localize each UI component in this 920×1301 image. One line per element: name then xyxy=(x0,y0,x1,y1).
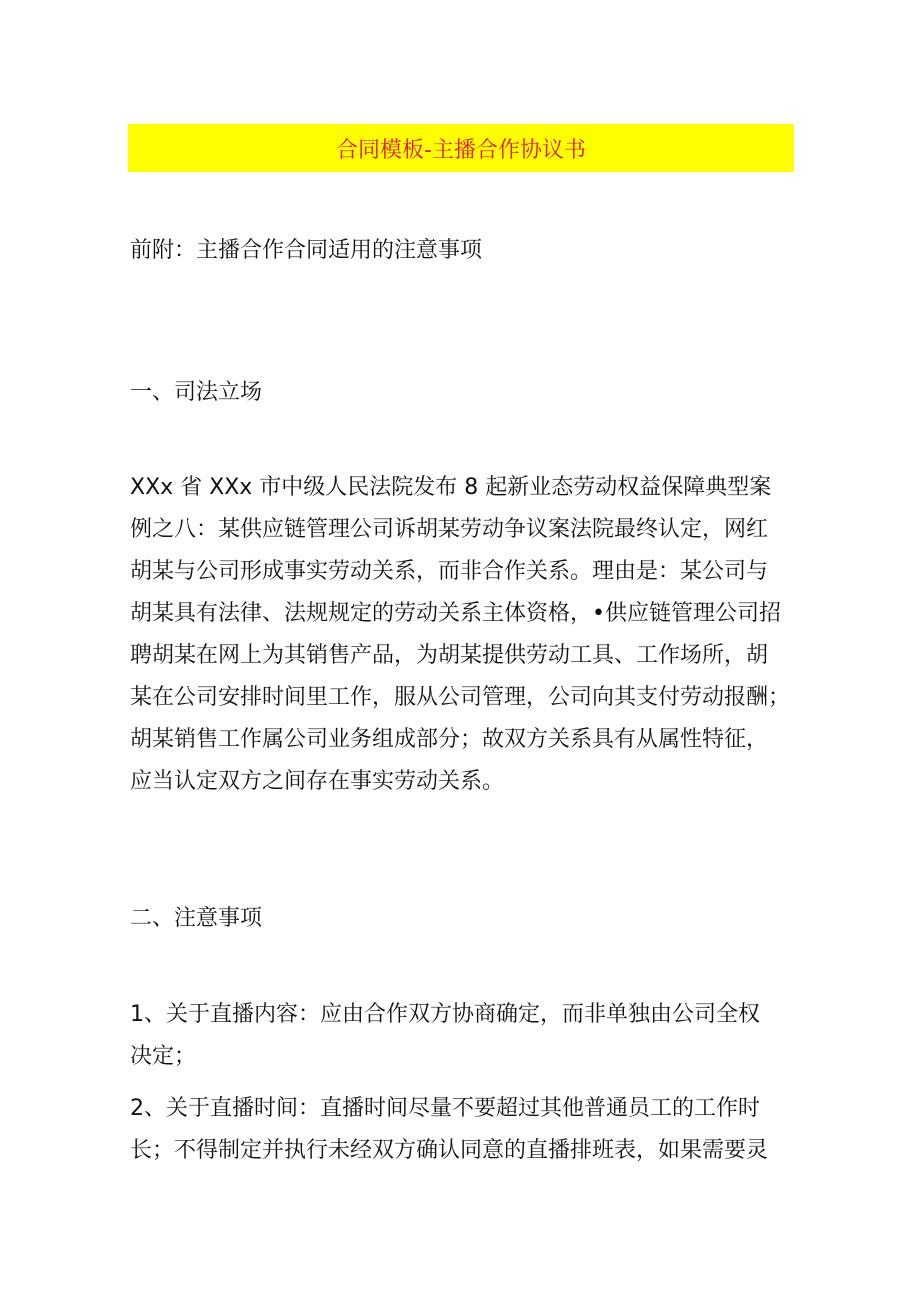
section1-line: 例之八：某供应链管理公司诉胡某劳动争议案法院最终认定，网红 xyxy=(130,517,769,542)
document-title: 合同模板-主播合作协议书 xyxy=(336,137,586,163)
title-banner xyxy=(128,124,794,172)
section1-line: 胡某销售工作属公司业务组成部分；故双方关系具有从属性特征， xyxy=(130,727,769,752)
item2-line: 2、关于直播时间：直播时间尽量不要超过其他普通员工的工作时 xyxy=(130,1096,760,1121)
item1-line: 决定； xyxy=(130,1044,197,1069)
section1-line: 聘胡某在网上为其销售产品，为胡某提供劳动工具、工作场所，胡 xyxy=(130,643,769,668)
section1-line: 胡某与公司形成事实劳动关系，而非合作关系。理由是：某公司与 xyxy=(130,559,769,584)
section1-line: 胡某具有法律、法规规定的劳动关系主体资格，•供应链管理公司招 xyxy=(130,601,781,626)
section1-line: XXx 省 XXx 市中级人民法院发布 8 起新业态劳动权益保障典型案 xyxy=(130,475,772,500)
section1-heading: 一、司法立场 xyxy=(130,380,263,405)
item2-line: 长；不得制定并执行未经双方确认同意的直播排班表，如果需要灵 xyxy=(130,1138,769,1163)
item1-line: 1、关于直播内容：应由合作双方协商确定，而非单独由公司全权 xyxy=(130,1002,760,1027)
section1-line: 某在公司安排时间里工作，服从公司管理，公司向其支付劳动报酬； xyxy=(130,685,791,710)
section2-heading: 二、注意事项 xyxy=(130,906,263,931)
preface-line: 前附：主播合作合同适用的注意事项 xyxy=(130,238,483,263)
section1-line: 应当认定双方之间存在事实劳动关系。 xyxy=(130,769,505,794)
